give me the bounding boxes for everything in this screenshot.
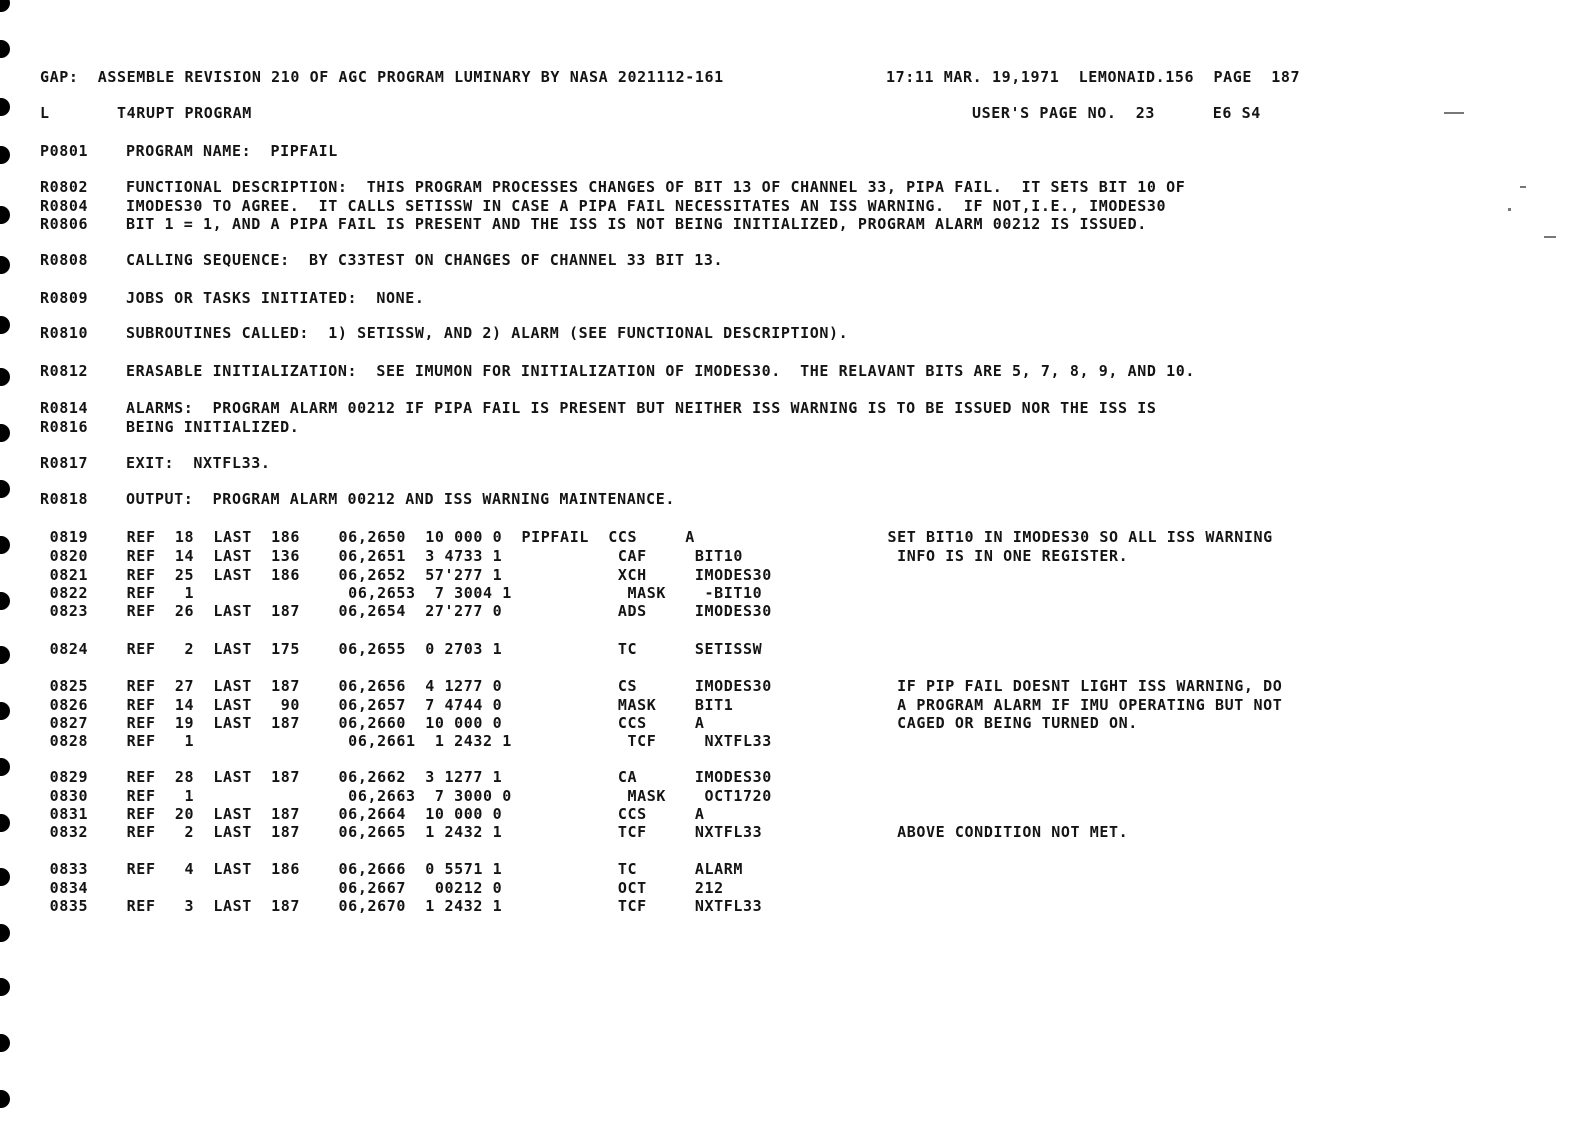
code-line: 0830 REF 1 06,2663 7 3000 0 MASK OCT1720: [40, 787, 772, 805]
description-line-id: P0801: [40, 142, 89, 160]
punch-hole: [0, 758, 10, 776]
code-line: 0820 REF 14 LAST 136 06,2651 3 4733 1 CAF BIT10 INFO IS IN ONE REGISTER.: [40, 547, 1129, 565]
code-line: 0825 REF 27 LAST 187 06,2656 4 1277 0 CS IMODES30 IF PIP FAIL DOESNT LIGHT ISS WARNING, DO: [40, 677, 1283, 695]
code-line: 0819 REF 18 LAST 186 06,2650 10 000 0 PIPFAIL CCS A SET BIT10 IN IMODES30 SO ALL ISS WARNING: [40, 528, 1273, 546]
description-line-id: R0810: [40, 324, 89, 342]
code-line: 0832 REF 2 LAST 187 06,2665 1 2432 1 TCF NXTFL33 ABOVE CONDITION NOT MET.: [40, 823, 1129, 841]
description-line-text: PROGRAM NAME: PIPFAIL: [126, 142, 338, 160]
description-line-id: R0812: [40, 362, 89, 380]
punch-hole: [0, 98, 10, 116]
print-speck: [1444, 112, 1464, 114]
print-speck: [1508, 208, 1511, 211]
header-section: L T4RUPT PROGRAM: [40, 104, 252, 122]
code-line: 0822 REF 1 06,2653 7 3004 1 MASK -BIT10: [40, 584, 763, 602]
punch-hole: [0, 256, 10, 274]
description-line-id: R0817: [40, 454, 89, 472]
description-line-text: EXIT: NXTFL33.: [126, 454, 271, 472]
punch-hole: [0, 1090, 10, 1108]
description-line-text: JOBS OR TASKS INITIATED: NONE.: [126, 289, 425, 307]
code-line: 0826 REF 14 LAST 90 06,2657 7 4744 0 MASK BIT1 A PROGRAM ALARM IF IMU OPERATING BUT NOT: [40, 696, 1283, 714]
description-line-id: R0818: [40, 490, 89, 508]
description-line-text: SUBROUTINES CALLED: 1) SETISSW, AND 2) ALARM (SEE FUNCTIONAL DESCRIPTION).: [126, 324, 849, 342]
description-line-id: R0806: [40, 215, 89, 233]
punch-hole: [0, 316, 10, 334]
punch-hole: [0, 206, 10, 224]
code-line: 0831 REF 20 LAST 187 06,2664 10 000 0 CCS A: [40, 805, 705, 823]
punch-hole: [0, 978, 10, 996]
code-line: 0835 REF 3 LAST 187 06,2670 1 2432 1 TCF NXTFL33: [40, 897, 763, 915]
punch-hole: [0, 868, 10, 886]
description-line-id: R0814: [40, 399, 89, 417]
code-line: 0823 REF 26 LAST 187 06,2654 27'277 0 ADS IMODES30: [40, 602, 772, 620]
description-line-text: ALARMS: PROGRAM ALARM 00212 IF PIPA FAIL IS PRESENT BUT NEITHER ISS WARNING IS TO BE ISSUED NOR THE ISS IS: [126, 399, 1157, 417]
punch-hole: [0, 1034, 10, 1052]
header-page-info: USER'S PAGE NO. 23 E6 S4: [972, 104, 1261, 122]
description-line-text: OUTPUT: PROGRAM ALARM 00212 AND ISS WARNING MAINTENANCE.: [126, 490, 675, 508]
code-line: 0828 REF 1 06,2661 1 2432 1 TCF NXTFL33: [40, 732, 772, 750]
description-line-text: IMODES30 TO AGREE. IT CALLS SETISSW IN CASE A PIPA FAIL NECESSITATES AN ISS WARNING. IF NOT,I.E., IMODES30: [126, 197, 1167, 215]
punch-hole: [0, 702, 10, 720]
punch-hole: [0, 480, 10, 498]
header-title: GAP: ASSEMBLE REVISION 210 OF AGC PROGRAM LUMINARY BY NASA 2021112-161: [40, 68, 724, 86]
description-line-id: R0808: [40, 251, 89, 269]
punch-hole: [0, 368, 10, 386]
description-line-id: R0809: [40, 289, 89, 307]
code-line: 0833 REF 4 LAST 186 06,2666 0 5571 1 TC ALARM: [40, 860, 744, 878]
description-line-text: ERASABLE INITIALIZATION: SEE IMUMON FOR INITIALIZATION OF IMODES30. THE RELAVANT BITS ARE 5, 7, 8, 9, AND 10.: [126, 362, 1196, 380]
punch-hole: [0, 592, 10, 610]
punch-hole: [0, 536, 10, 554]
punch-hole: [0, 146, 10, 164]
description-line-id: R0816: [40, 418, 89, 436]
description-line-text: BIT 1 = 1, AND A PIPA FAIL IS PRESENT AND THE ISS IS NOT BEING INITIALIZED, PROGRAM ALARM 00212 IS ISSUED.: [126, 215, 1147, 233]
code-line: 0824 REF 2 LAST 175 06,2655 0 2703 1 TC SETISSW: [40, 640, 763, 658]
description-line-id: R0802: [40, 178, 89, 196]
description-line-id: R0804: [40, 197, 89, 215]
print-speck: [1544, 236, 1556, 238]
description-line-text: FUNCTIONAL DESCRIPTION: THIS PROGRAM PROCESSES CHANGES OF BIT 13 OF CHANNEL 33, PIPA FAIL. IT SETS BIT 10 OF: [126, 178, 1186, 196]
punch-hole: [0, 924, 10, 942]
description-line-text: CALLING SEQUENCE: BY C33TEST ON CHANGES OF CHANNEL 33 BIT 13.: [126, 251, 724, 269]
code-line: 0834 06,2667 00212 0 OCT 212: [40, 879, 724, 897]
punch-hole: [0, 40, 10, 58]
print-speck: [1520, 186, 1526, 188]
code-line: 0829 REF 28 LAST 187 06,2662 3 1277 1 CA IMODES30: [40, 768, 772, 786]
code-line: 0821 REF 25 LAST 186 06,2652 57'277 1 XCH IMODES30: [40, 566, 772, 584]
punch-hole: [0, 814, 10, 832]
header-timestamp: 17:11 MAR. 19,1971 LEMONAID.156 PAGE 187: [886, 68, 1301, 86]
description-line-text: BEING INITIALIZED.: [126, 418, 300, 436]
punch-hole: [0, 424, 10, 442]
punch-hole: [0, 0, 10, 12]
punch-hole: [0, 646, 10, 664]
code-line: 0827 REF 19 LAST 187 06,2660 10 000 0 CCS A CAGED OR BEING TURNED ON.: [40, 714, 1138, 732]
